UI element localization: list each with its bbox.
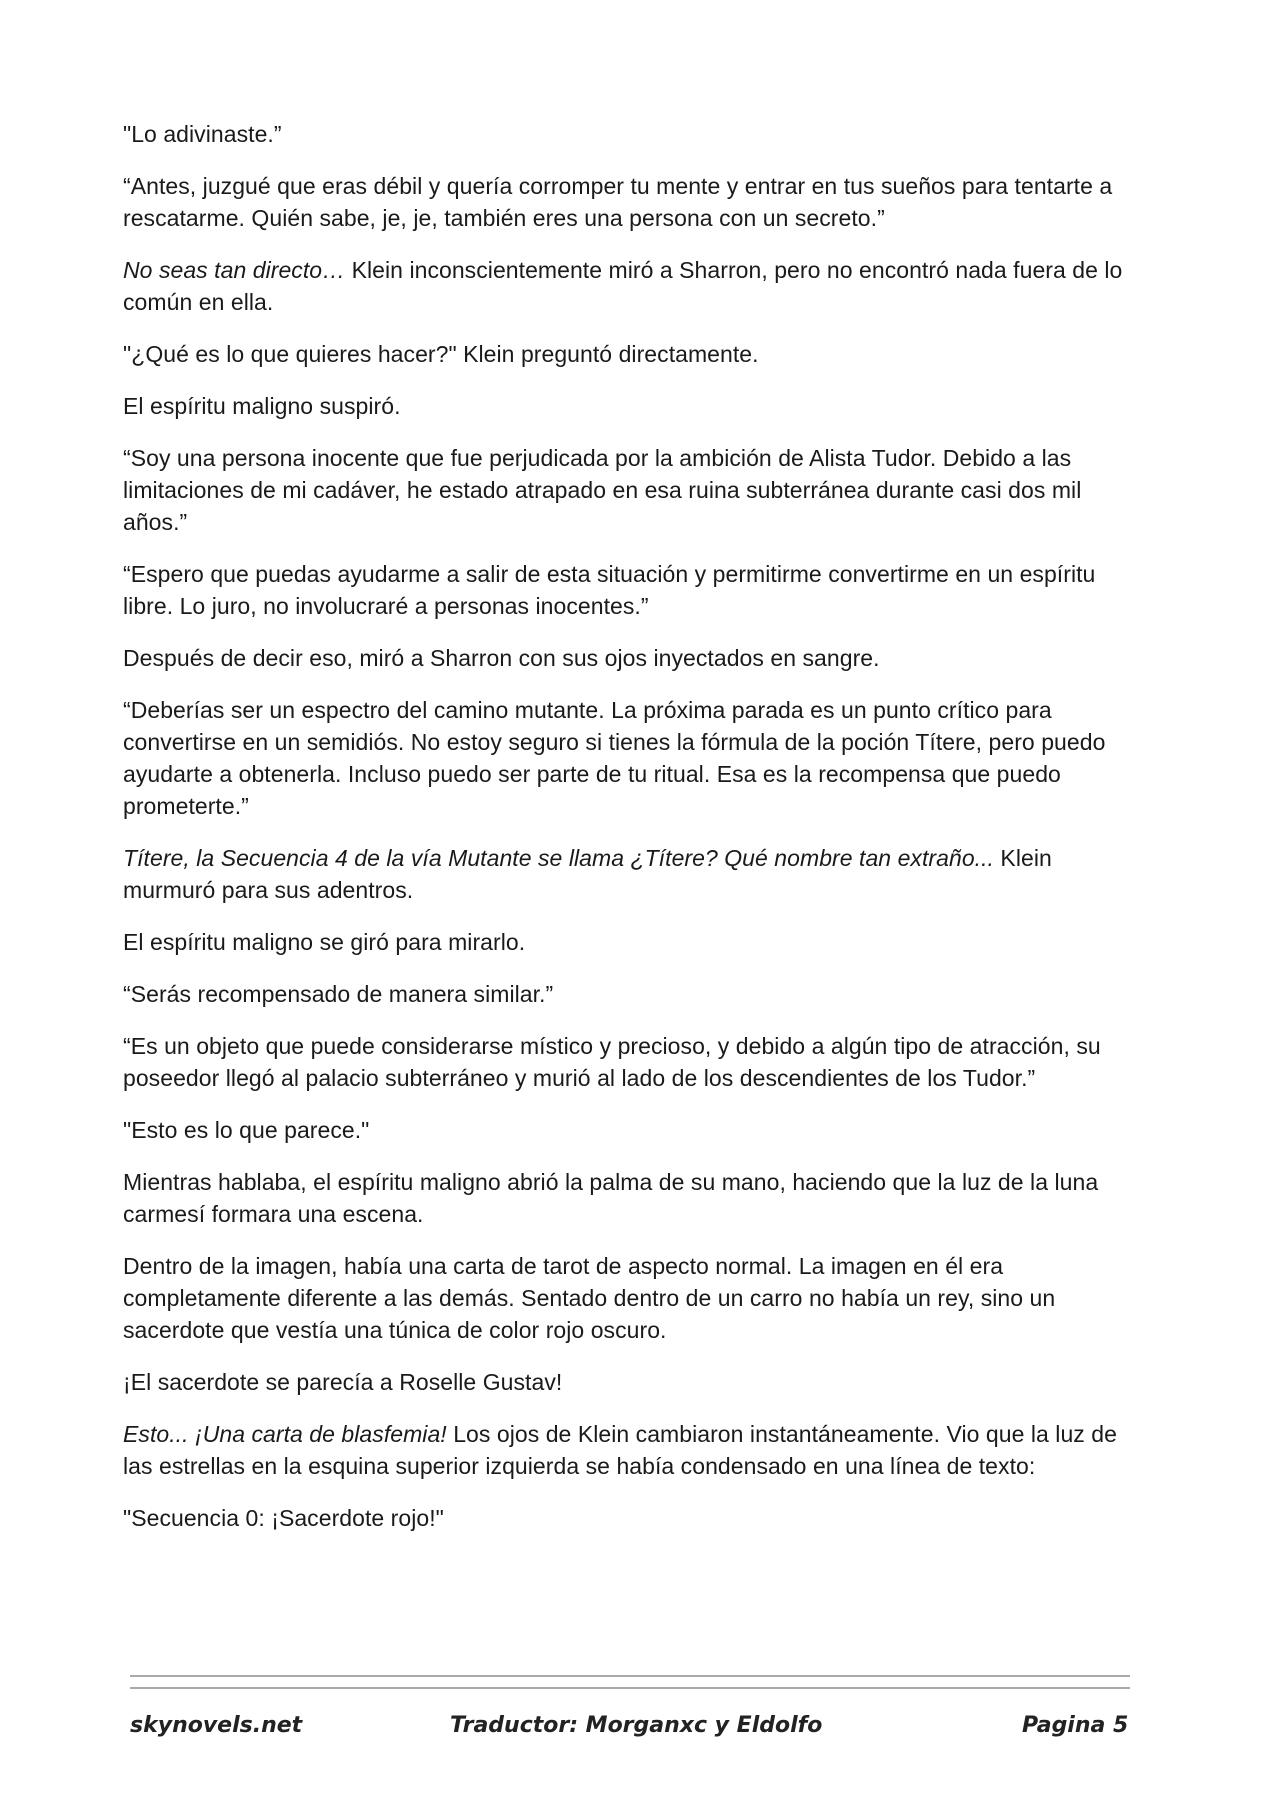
italic-text: Esto... ¡Una carta de blasfemia! — [123, 1421, 447, 1447]
italic-text: Títere, la Secuencia 4 de la vía Mutante se llama ¿Títere? Qué nombre tan extraño... — [123, 845, 994, 871]
paragraph — [123, 1366, 1133, 1398]
paragraph — [123, 442, 1133, 538]
paragraph-text: “Espero que puedas ayudarme a salir de esta situación y permitirme convertirme en un espíritu libre. Lo juro, no involucraré a personas inocentes.” — [123, 561, 1096, 619]
paragraph — [123, 1030, 1133, 1094]
paragraph-text: Dentro de la imagen, había una carta de tarot de aspecto normal. La imagen en él era completamente diferente a las demás. Sentado dentro de un carro no había un rey, sino un sacerdote que vestía una túnica de color rojo oscuro. — [123, 1253, 1056, 1343]
footer-divider-top — [130, 1675, 1130, 1677]
paragraph — [123, 1418, 1133, 1482]
paragraph — [123, 338, 1133, 370]
paragraph-text: Klein murmuró para sus adentros. — [123, 845, 1052, 903]
paragraph — [123, 170, 1133, 234]
paragraph — [123, 1166, 1133, 1230]
paragraph-text: El espíritu maligno se giró para mirarlo. — [123, 929, 526, 955]
paragraph — [123, 1502, 1133, 1534]
paragraph-text: "¿Qué es lo que quieres hacer?" Klein preguntó directamente. — [123, 341, 759, 367]
paragraph-text: “Serás recompensado de manera similar.” — [123, 981, 554, 1007]
footer-translator-credit: Traductor: Morganxc y Eldolfo — [450, 1713, 823, 1738]
paragraph-text: “Soy una persona inocente que fue perjudicada por la ambición de Alista Tudor. Debido a las limitaciones de mi cadáver, he estado atrapado en esa ruina subterránea durante casi dos mil años.” — [123, 445, 1082, 535]
paragraph-text: "Lo adivinaste.” — [123, 121, 282, 147]
paragraph-text: "Esto es lo que parece." — [123, 1117, 370, 1143]
paragraph — [123, 390, 1133, 422]
paragraph-text: “Antes, juzgué que eras débil y quería corromper tu mente y entrar en tus sueños para tentarte a rescatarme. Quién sabe, je, je, también eres una persona con un secreto.” — [123, 173, 1113, 231]
paragraph — [123, 926, 1133, 958]
paragraph-text: “Deberías ser un espectro del camino mutante. La próxima parada es un punto crítico para convertirse en un semidiós. No estoy seguro si tienes la fórmula de la poción Títere, pero puedo ayudarte a obtenerla. Incluso puedo ser parte de tu ritual. Esa es la recompensa que puedo prometerte.” — [123, 697, 1106, 819]
paragraph — [123, 1250, 1133, 1346]
document-body — [123, 118, 1133, 1554]
paragraph — [123, 558, 1133, 622]
paragraph — [123, 1114, 1133, 1146]
footer-page-number: Pagina 5 — [1022, 1713, 1129, 1738]
paragraph-text: “Es un objeto que puede considerarse místico y precioso, y debido a algún tipo de atracción, su poseedor llegó al palacio subterráneo y murió al lado de los descendientes de los Tudor.” — [123, 1033, 1101, 1091]
paragraph-text: Mientras hablaba, el espíritu maligno abrió la palma de su mano, haciendo que la luz de la luna carmesí formara una escena. — [123, 1169, 1099, 1227]
paragraph-text: "Secuencia 0: ¡Sacerdote rojo!" — [123, 1505, 444, 1531]
paragraph — [123, 642, 1133, 674]
italic-text: No seas tan directo… — [123, 257, 346, 283]
paragraph — [123, 254, 1133, 318]
paragraph-text: Klein inconscientemente miró a Sharron, pero no encontró nada fuera de lo común en ella. — [123, 257, 1123, 315]
paragraph-text: Los ojos de Klein cambiaron instantáneamente. Vio que la luz de las estrellas en la esquina superior izquierda se había condensado en una línea de texto: — [123, 1421, 1117, 1479]
paragraph — [123, 978, 1133, 1010]
paragraph — [123, 842, 1133, 906]
footer-divider-bottom — [130, 1687, 1130, 1689]
paragraph — [123, 694, 1133, 822]
paragraph-text: El espíritu maligno suspiró. — [123, 393, 401, 419]
paragraph-text: Después de decir eso, miró a Sharron con sus ojos inyectados en sangre. — [123, 645, 880, 671]
paragraph-text: ¡El sacerdote se parecía a Roselle Gustav! — [123, 1369, 563, 1395]
footer-site-name: skynovels.net — [130, 1713, 303, 1738]
paragraph — [123, 118, 1133, 150]
